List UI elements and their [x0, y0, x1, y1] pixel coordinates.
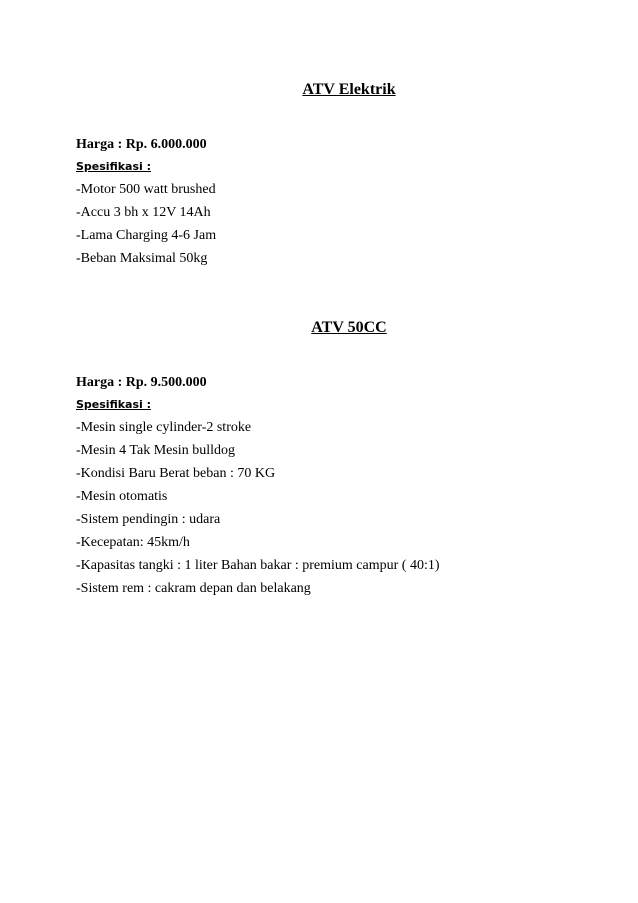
spec-item: -Mesin 4 Tak Mesin bulldog: [76, 443, 235, 458]
product-price: Harga : Rp. 6.000.000: [76, 137, 207, 152]
spec-item: -Mesin single cylinder-2 stroke: [76, 420, 252, 435]
product-title: ATV 50CC: [311, 319, 387, 336]
spec-item: -Lama Charging 4-6 Jam: [76, 228, 217, 243]
product-atv-elektrik: [76, 79, 566, 273]
spec-item: -Accu 3 bh x 12V 14Ah: [76, 205, 211, 220]
product-price: Harga : Rp. 9.500.000: [76, 375, 207, 390]
spec-item: -Kecepatan: 45km/h: [76, 535, 190, 550]
spec-list: [76, 419, 566, 598]
spec-item: -Sistem pendingin : udara: [76, 512, 221, 527]
spec-item: -Mesin otomatis: [76, 489, 168, 504]
spec-list: [76, 181, 566, 268]
spec-item: -Kondisi Baru Berat beban : 70 KG: [76, 466, 276, 481]
spec-item: -Beban Maksimal 50kg: [76, 251, 208, 266]
spec-item: -Motor 500 watt brushed: [76, 182, 216, 197]
spec-item: -Kapasitas tangki : 1 liter Bahan bakar : premium campur ( 40:1): [76, 558, 440, 573]
spec-heading: Spesifikasi :: [76, 398, 152, 411]
spec-heading: Spesifikasi :: [76, 160, 152, 173]
product-atv-50cc: [76, 317, 566, 603]
spec-item: -Sistem rem : cakram depan dan belakang: [76, 581, 311, 596]
product-title: ATV Elektrik: [302, 81, 396, 98]
